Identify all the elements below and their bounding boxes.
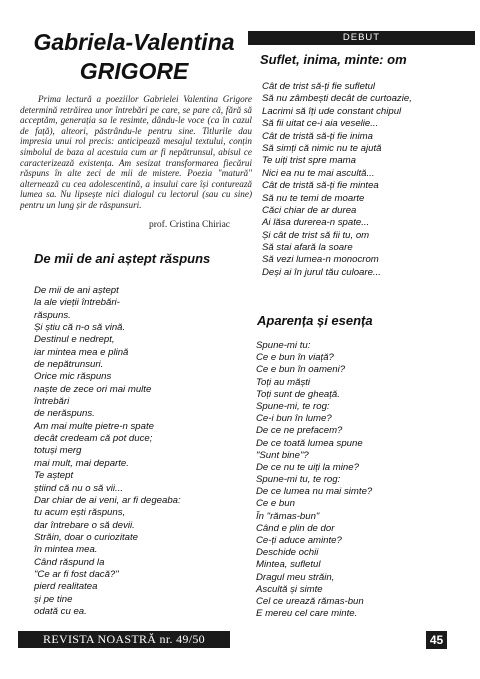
poem-line: Să fii uitat ce-i aia veselie... <box>262 118 379 130</box>
poem-body <box>256 340 372 620</box>
poem-line: Dragul meu străin, <box>256 571 335 583</box>
poem-line: În "rămas-bun" <box>256 510 320 522</box>
poem-line: totuși merg <box>34 445 82 457</box>
poem-line: naște de zece ori mai multe <box>34 383 152 395</box>
poem-line: Și cât de trist să fii tu, om <box>262 229 370 241</box>
poem-line: E mereu cel care minte. <box>256 608 358 620</box>
poem-line: Spune-mi tu: <box>256 340 311 351</box>
poem-title: Aparența și esența <box>257 313 373 328</box>
author-surname: GRIGORE <box>79 58 189 84</box>
poem-line: De ce toată lumea spune <box>256 437 363 449</box>
poem-line: Să stai afară la soare <box>262 242 353 254</box>
poem-line: știind că nu o să vii... <box>34 482 124 494</box>
poem-line: Am mai multe pietre-n spate <box>34 420 154 432</box>
poem-line: Ce-i bun în lume? <box>256 413 332 425</box>
poem-line: răspuns. <box>34 309 71 321</box>
poem-body <box>34 285 181 618</box>
poem-line: Și știu că n-o să vină. <box>34 322 126 334</box>
poem-line: întrebări <box>34 396 70 408</box>
poem-line: Să simți că nimic nu te ajută <box>262 142 382 154</box>
poem-line: Ce e bun în oameni? <box>256 364 346 376</box>
poem-line: pierd realitatea <box>34 581 98 593</box>
author-first-names: Gabriela-Valentina <box>33 29 235 55</box>
poem-line: Cât de trist să-ți fie sufletul <box>262 81 376 92</box>
poem-line: Nici ea nu te mai ascultă... <box>262 167 375 179</box>
poem-line: Când e plin de dor <box>256 522 335 534</box>
poem-line: De ce lumea nu mai simte? <box>256 486 373 498</box>
poem-line: iar mintea mea e plină <box>34 346 129 358</box>
poem-body <box>262 81 412 279</box>
poem-line: De ce nu te uiți la mine? <box>256 461 359 473</box>
poem-line: de nerăspuns. <box>34 408 95 420</box>
poem-line: Spune-mi tu, te rog: <box>256 474 341 486</box>
poem-line: Destinul e nedrept, <box>34 334 115 346</box>
poem-line: Ai lăsa durerea-n spate... <box>262 217 370 229</box>
poem-line: Căci chiar de ar durea <box>262 204 357 216</box>
page-number: 45 <box>426 631 447 649</box>
intro-credit: prof. Cristina Chiriac <box>149 220 230 230</box>
poem-line: Să nu zâmbești decât de curtoazie, <box>262 93 412 105</box>
poem-line: Spune-mi, te rog: <box>256 400 330 412</box>
poem-line: Cât de tristă să-ți fie mintea <box>262 180 379 192</box>
poem-line: odată cu ea. <box>34 605 87 617</box>
poem-line: Ce e bun în viață? <box>256 352 334 364</box>
poem-line: Ce e bun <box>256 498 295 510</box>
poem-line: Toți au măști <box>256 376 311 388</box>
poem-line: la ale vieții întrebări- <box>34 297 120 309</box>
poem-line: Străin, doar o curiozitate <box>34 531 138 543</box>
intro-paragraph: Prima lectură a poeziilor Gabrielei Valentina Grigore determină retrăirea unor întrebări pe care, se pare că, fără să acceptăm, generația sa le resimte, dându-le voce (ca în cazul de față), alteori, păstrându-le pentru sine. Titlurile dau impresia unui rol precis: anticipează mesajul textului, conțin simbolul de baza al acestuia cum ar fi nepătrunsul, abisul ce caracterizează existența. Am sesizat transformarea fiecărui răspuns în alte zeci de mii de mistere. Poezia "matură" alternează cu cea adolescentină, a insului care își conturează lumea sa. Nu lipsește nici dialogul cu lectorul (sau cu sine) pentru un lung șir de răspunsuri. <box>20 94 252 210</box>
poem-line: Deschide ochii <box>256 547 319 559</box>
poem-line: Cât de tristă să-ți fie inima <box>262 130 373 142</box>
poem-line: dar întrebare o să devii. <box>34 519 135 531</box>
poem-title: Suflet, inima, minte: om <box>260 52 407 67</box>
poem-line: "Sunt bine"? <box>256 449 309 461</box>
magazine-issue-label: REVISTA NOASTRĂ nr. 49/50 <box>18 631 230 648</box>
poem-line: Cel ce urează rămas-bun <box>256 595 364 607</box>
poem-line: mai mult, mai departe. <box>34 457 129 469</box>
poem-line: tu acum ești răspuns, <box>34 507 126 519</box>
poem-line: Te aștept <box>34 470 74 482</box>
poem-line: Mintea, sufletul <box>256 559 321 571</box>
poem-line: Te uiți trist spre mama <box>262 155 357 167</box>
poem-line: Ascultă și simte <box>256 583 323 595</box>
poem-line: Lacrimi să îți ude constant chipul <box>262 105 402 117</box>
poem-line: Dar chiar de ai veni, ar fi degeaba: <box>34 494 181 506</box>
poem-line: în mintea mea. <box>34 544 98 556</box>
poem-line: Toți sunt de gheață. <box>256 388 340 400</box>
poem-line: de nepătrunsuri. <box>34 359 104 371</box>
poem-line: Ce-ți aduce aminte? <box>256 535 342 546</box>
poem-line: Deși ai în jurul tău culoare... <box>262 266 381 278</box>
poem-line: Orice mic răspuns <box>34 371 112 383</box>
poem-line: De mii de ani aștept <box>34 285 119 296</box>
section-label: DEBUT <box>248 31 475 45</box>
poem-line: și pe tine <box>34 593 73 605</box>
poem-line: "Ce ar fi fost dacă?" <box>34 568 119 580</box>
poem-title: De mii de ani aștept răspuns <box>34 251 211 266</box>
poem-line: Să vezi lumea-n monocrom <box>262 254 379 266</box>
poem-line: decât credeam că pot duce; <box>34 433 153 445</box>
poem-line: Când răspund la <box>34 556 105 568</box>
poem-line: De ce ne prefacem? <box>256 425 343 437</box>
author-name <box>18 28 250 86</box>
poem-line: Să nu te temi de moarte <box>262 192 365 204</box>
